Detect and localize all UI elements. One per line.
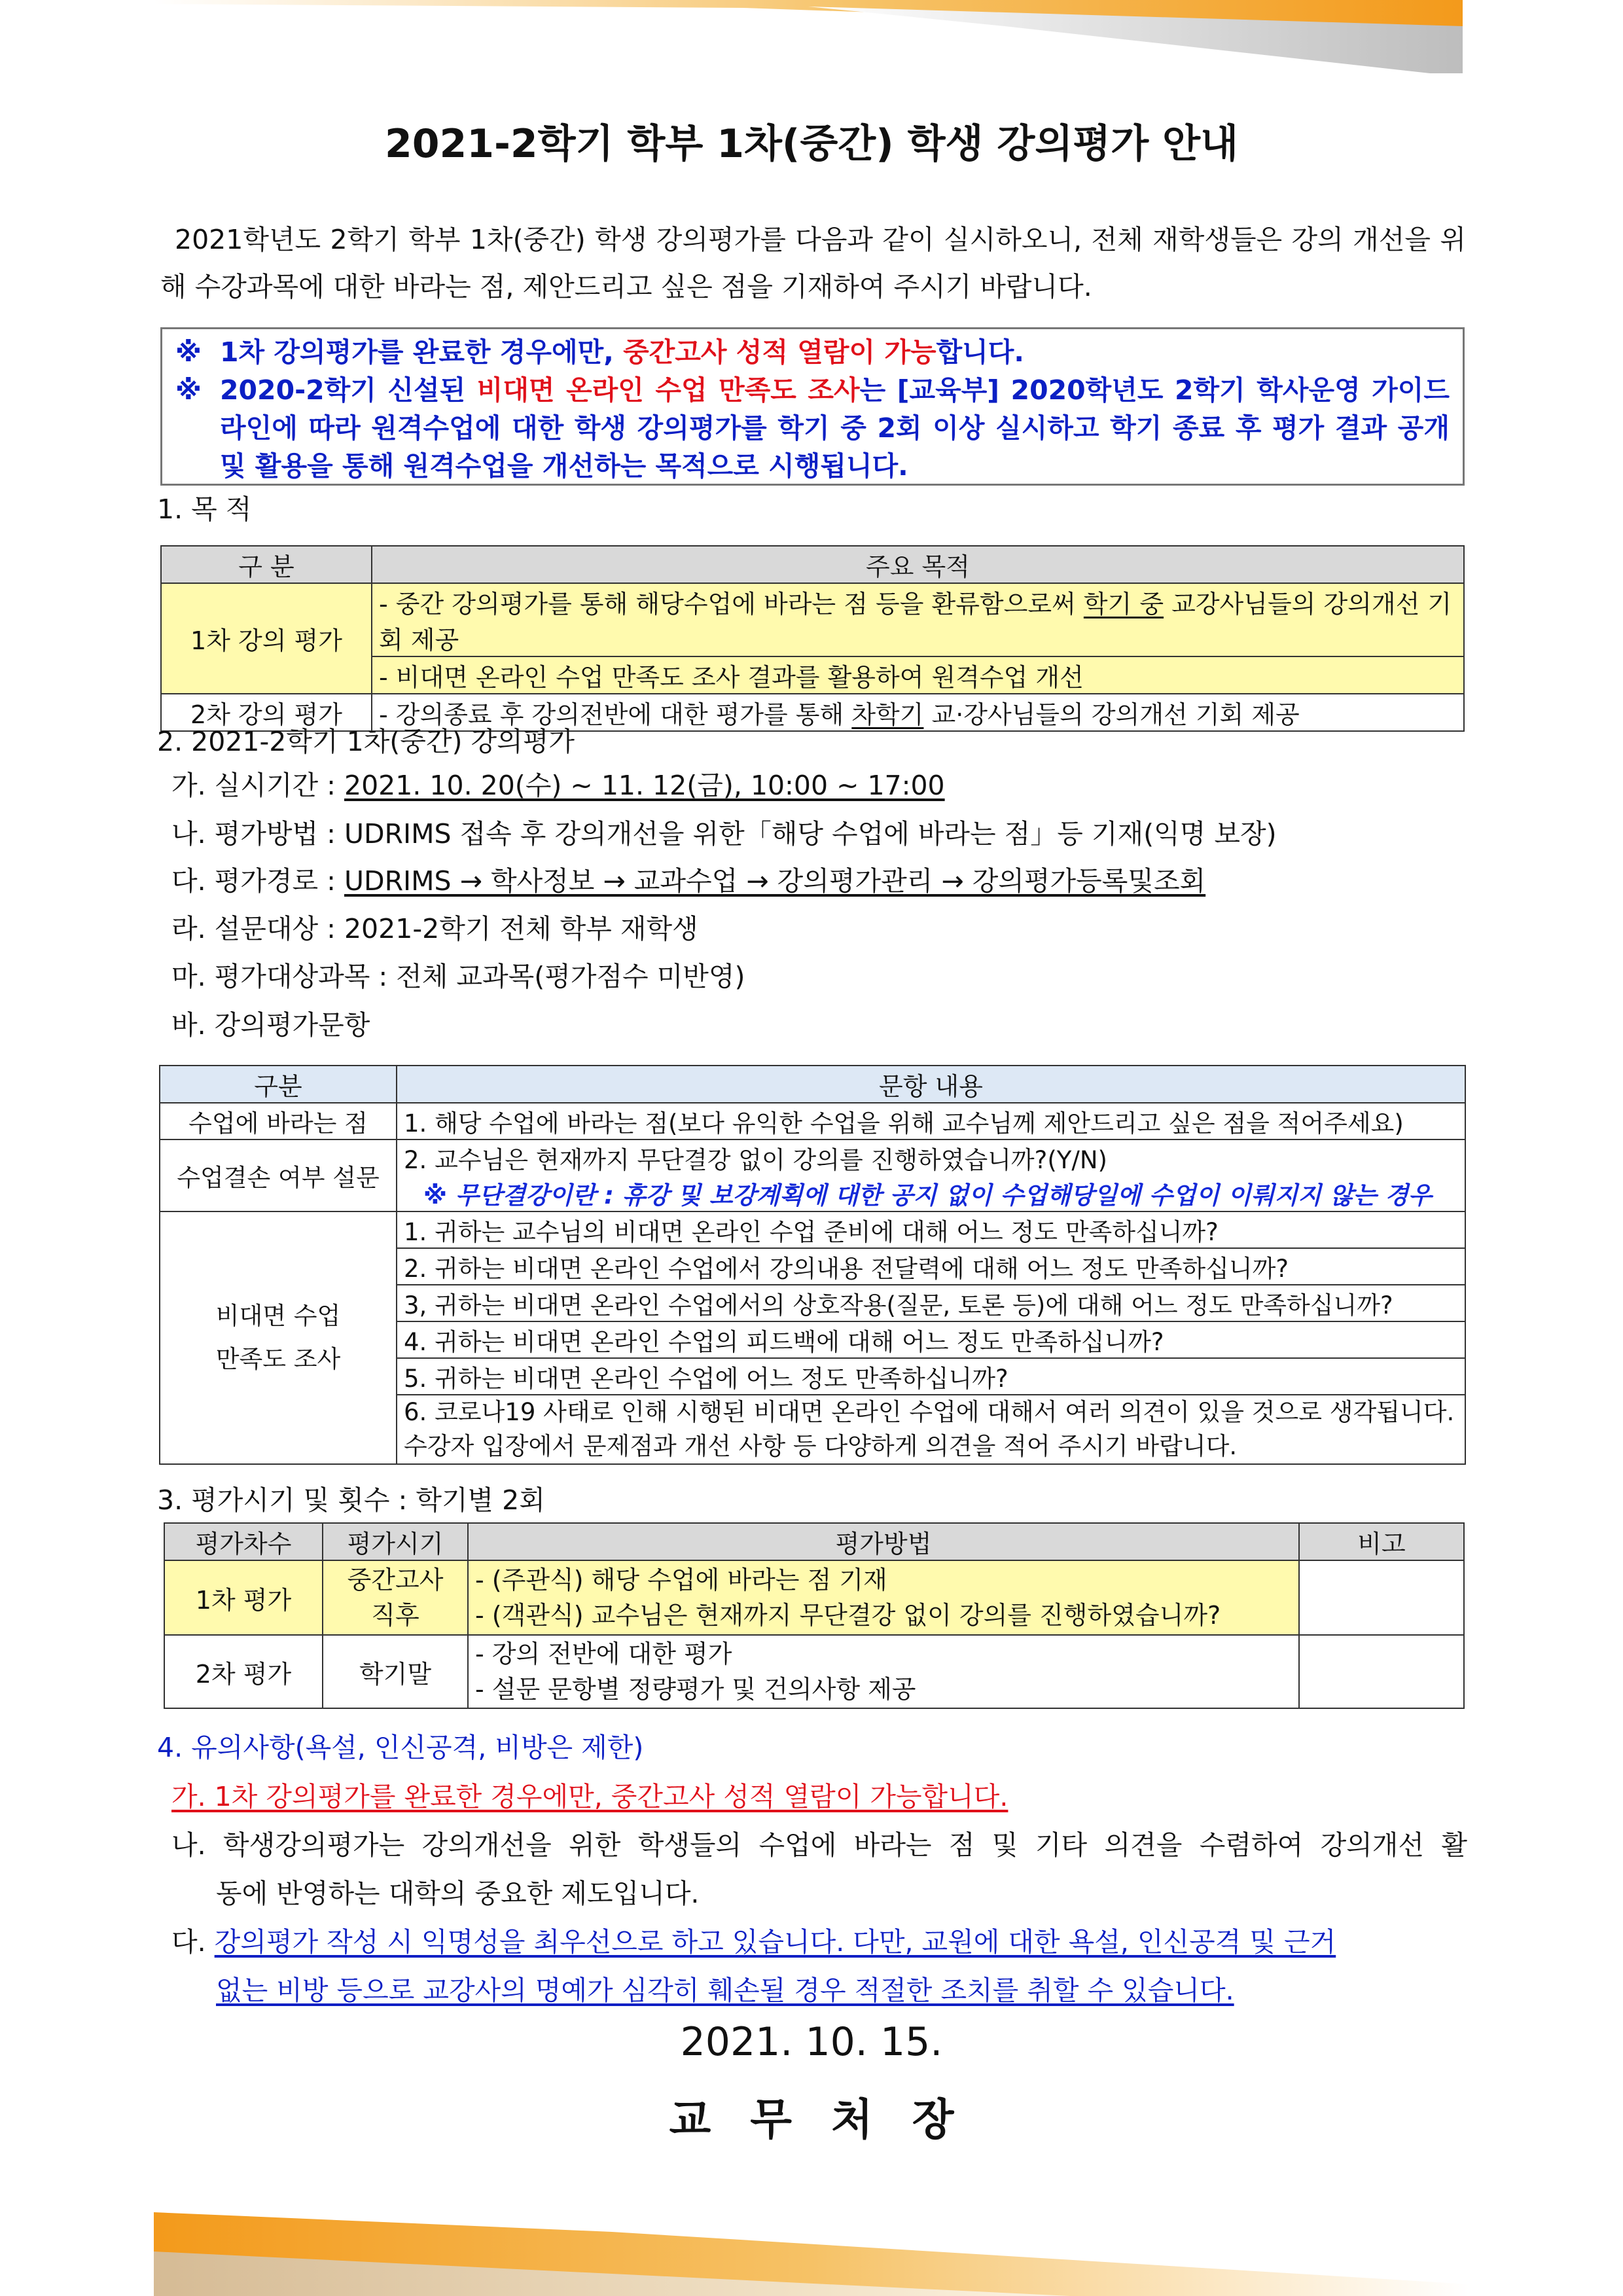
target-line: 라. 설문대상 : 2021-2학기 전체 학부 재학생 (171, 913, 698, 944)
survey-6: 6. 코로나19 사태로 인해 시행된 비대면 온라인 수업에 대해서 여러 의견이 있을 것으로 생각됩니다. 수강자 입장에서 문제점과 개선 사항 등 다양하게 의견을 적어 주시기 바랍니다. (397, 1395, 1465, 1464)
questions-col-content: 문항 내용 (397, 1066, 1465, 1103)
notice-mark: ※ (175, 336, 202, 368)
section-4-heading: 4. 유의사항(욕설, 인신공격, 비방은 제한) (157, 1732, 644, 1763)
schedule-row1-note (1299, 1560, 1464, 1635)
caution-da-1: 다. 강의평가 작성 시 익명성을 최우선으로 하고 있습니다. 다만, 교원에 대한 욕설, 인신공격 및 근거 (171, 1926, 1336, 1958)
purpose-row2-label: 2차 강의 평가 (161, 694, 372, 731)
survey-1: 1. 귀하는 교수님의 비대면 온라인 수업 준비에 대해 어느 정도 만족하십니까? (397, 1211, 1465, 1248)
notice-date: 2021. 10. 15. (680, 2019, 943, 2065)
schedule-col-method: 평가방법 (468, 1523, 1299, 1560)
purpose-col-main: 주요 목적 (372, 546, 1464, 583)
schedule-row1-round: 1차 평가 (164, 1560, 323, 1635)
schedule-table (164, 1522, 1465, 1709)
questions-table (159, 1065, 1466, 1465)
notice-highlight-1: 중간고사 성적 열람이 가능 (623, 336, 936, 368)
notice-highlight-2: 비대면 온라인 수업 만족도 조사 (476, 374, 860, 406)
method-line: 나. 평가방법 : UDRIMS 접속 후 강의개선을 위한「해당 수업에 바라는 점」등 기재(익명 보장) (171, 818, 1277, 850)
schedule-row2-time: 학기말 (323, 1635, 468, 1708)
notice-box (160, 327, 1465, 486)
subject-line: 마. 평가대상과목 : 전체 교과목(평가점수 미반영) (171, 961, 745, 992)
purpose-row1-b: - 비대면 온라인 수업 만족도 조사 결과를 활용하여 원격수업 개선 (372, 656, 1464, 694)
schedule-row1-method: - (주관식) 해당 수업에 바라는 점 기재 - (객관식) 교수님은 현재까지 무단결강 없이 강의를 진행하였습니까? (468, 1560, 1299, 1635)
purpose-table (160, 545, 1465, 732)
questions-heading: 바. 강의평가문항 (171, 1009, 370, 1041)
caution-da-2: 없는 비방 등으로 교강사의 명예가 심각히 훼손될 경우 적절한 조치를 취할 수 있습니다. (216, 1975, 1234, 2006)
survey-3: 3, 귀하는 비대면 온라인 수업에서의 상호작용(질문, 토론 등)에 대해 어느 정도 만족하십니까? (397, 1285, 1465, 1321)
section-2-heading: 2. 2021-2학기 1차(중간) 강의평가 (157, 726, 575, 757)
footer-decoration (154, 2212, 1469, 2296)
group-satisfaction: 비대면 수업 만족도 조사 (160, 1211, 397, 1464)
section-1-heading: 1. 목 적 (157, 493, 252, 525)
schedule-row1-time: 중간고사 직후 (323, 1560, 468, 1635)
schedule-row2-method: - 강의 전반에 대한 평가 - 설문 문항별 정량평가 및 건의사항 제공 (468, 1635, 1299, 1708)
purpose-row1-label: 1차 강의 평가 (161, 583, 372, 694)
purpose-row2: - 강의종료 후 강의전반에 대한 평가를 통해 차학기 교·강사님들의 강의개선 기회 제공 (372, 694, 1464, 731)
schedule-row2-round: 2차 평가 (164, 1635, 323, 1708)
purpose-col-category: 구 분 (161, 546, 372, 583)
intro-paragraph: 2021학년도 2학기 학부 1차(중간) 학생 강의평가를 다음과 같이 실시하오니, 전체 재학생들은 강의 개선을 위해 수강과목에 대한 바라는 점, 제안드리고 싶은 점을 기재하여 주시기 바랍니다. (160, 224, 1466, 302)
question-1: 1. 해당 수업에 바라는 점(보다 유익한 수업을 위해 교수님께 제안드리고 싶은 점을 적어주세요) (397, 1103, 1465, 1139)
survey-2: 2. 귀하는 비대면 온라인 수업에서 강의내용 전달력에 대해 어느 정도 만족하십니까? (397, 1248, 1465, 1285)
question-2: 2. 교수님은 현재까지 무단결강 없이 강의를 진행하였습니까?(Y/N) (397, 1139, 1465, 1175)
section-3-heading: 3. 평가시기 및 횟수 : 학기별 2회 (157, 1484, 545, 1516)
caution-ga: 가. 1차 강의평가를 완료한 경우에만, 중간고사 성적 열람이 가능합니다. (171, 1781, 1008, 1812)
purpose-row1-a: - 중간 강의평가를 통해 해당수업에 바라는 점 등을 환류함으로써 학기 중 교강사님들의 강의개선 기회 제공 (372, 583, 1464, 656)
page-title: 2021-2학기 학부 1차(중간) 학생 강의평가 안내 (384, 121, 1239, 167)
schedule-col-time: 평가시기 (323, 1523, 468, 1560)
issuer: 교무처장 (669, 2094, 993, 2145)
schedule-col-note: 비고 (1299, 1523, 1464, 1560)
notice-line-1: ※ 1차 강의평가를 완료한 경우에만, 중간고사 성적 열람이 가능합니다. (175, 333, 1450, 371)
caution-na-1: 나. 학생강의평가는 강의개선을 위한 학생들의 수업에 바라는 점 및 기타 의견을 수렴하여 강의개선 활 (171, 1829, 1467, 1861)
questions-col-category: 구분 (160, 1066, 397, 1103)
schedule-col-round: 평가차수 (164, 1523, 323, 1560)
period-line: 가. 실시기간 : 2021. 10. 20(수) ~ 11. 12(금), 10:00 ~ 17:00 (171, 770, 945, 801)
route-line: 다. 평가경로 : UDRIMS → 학사정보 → 교과수업 → 강의평가관리 → 강의평가등록및조회 (171, 865, 1206, 897)
notice-mark: ※ (175, 374, 202, 406)
notice-line-2: ※ 2020-2학기 신설된 비대면 온라인 수업 만족도 조사는 [교육부] 2020학년도 2학기 학사운영 가이드라인에 따라 원격수업에 대한 학생 강의평가를 학기 중 2회 이상 실시하고 학기 종료 후 평가 결과 공개 및 활용을 통해 원격수업을 개선하는 목적으로 시행됩니다. (175, 371, 1450, 485)
survey-5: 5. 귀하는 비대면 온라인 수업에 어느 정도 만족하십니까? (397, 1358, 1465, 1395)
group-wishes: 수업에 바라는 점 (160, 1103, 397, 1139)
survey-4: 4. 귀하는 비대면 온라인 수업의 피드백에 대해 어느 정도 만족하십니까? (397, 1321, 1465, 1358)
group-absence: 수업결손 여부 설문 (160, 1139, 397, 1211)
caution-na-2: 동에 반영하는 대학의 중요한 제도입니다. (216, 1878, 700, 1909)
header-decoration (154, 0, 1463, 73)
schedule-row2-note (1299, 1635, 1464, 1708)
absence-note: ※ 무단결강이란 : 휴강 및 보강계획에 대한 공지 없이 수업해당일에 수업이 이뤄지지 않는 경우 (397, 1175, 1465, 1211)
